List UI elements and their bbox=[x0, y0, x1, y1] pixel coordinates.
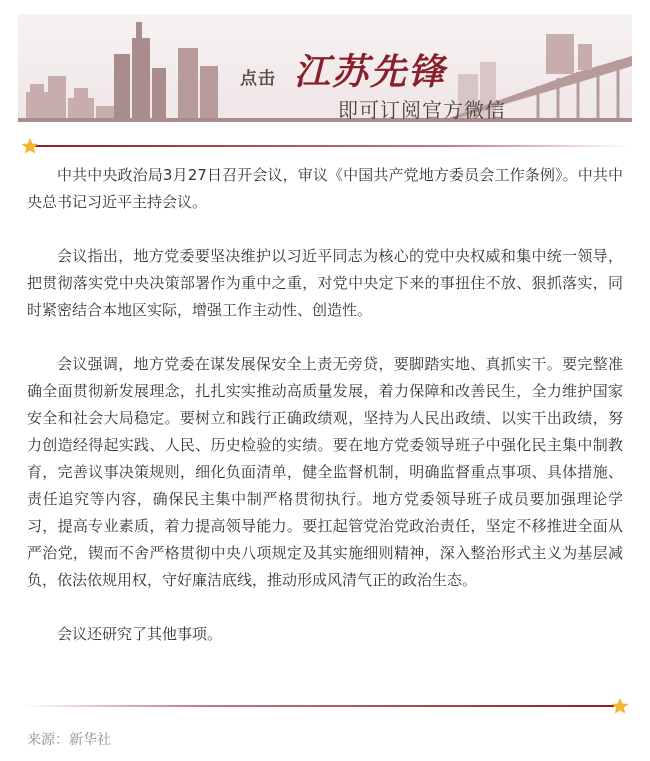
article-paragraph: 会议指出，地方党委要坚决维护以习近平同志为核心的党中央权威和集中统一领导，把贯彻落实党中央决策部署作为重中之重，对党中央定下来的事扭住不放、狠抓落实，同时紧密结合本地区实际，增强工作主动性、创造性。 bbox=[27, 247, 623, 319]
star-icon bbox=[22, 138, 39, 154]
banner-title: 江苏先锋 bbox=[294, 51, 447, 93]
article-body bbox=[27, 162, 623, 675]
banner-click-label: 点击 bbox=[240, 69, 276, 89]
header-banner[interactable] bbox=[18, 14, 632, 122]
top-divider bbox=[20, 138, 634, 154]
article-paragraph: 会议强调，地方党委在谋发展保安全上责无旁贷，要脚踏实地、真抓实干。要完整准确全面贯彻新发展理念，扎扎实实推动高质量发展，着力保障和改善民生，全力维护国家安全和社会大局稳定。要树立和践行正确政绩观，坚持为人民出政绩、以实干出政绩，努力创造经得起实践、人民、历史检验的实绩。要在地方党委领导班子中强化民主集中制教育，完善议事决策规则，细化负面清单，健全监督机制，明确监督重点事项、具体措施、责任追究等内容，确保民主集中制严格贯彻执行。地方党委领导班子成员要加强理论学习，提高专业素质，着力提高领导能力。要扛起管党治党政治责任，坚定不移推进全面从严治党，锲而不舍严格贯彻中央八项规定及其实施细则精神，深入整治形式主义为基层减负，依法依规用权，守好廉洁底线，推动形成风清气正的政治生态。 bbox=[27, 355, 623, 589]
article-paragraph: 会议还研究了其他事项。 bbox=[57, 625, 223, 643]
bottom-divider bbox=[20, 696, 634, 716]
banner-subtitle: 即可订阅官方微信 bbox=[338, 98, 506, 122]
star-icon bbox=[612, 698, 629, 714]
article-paragraph: 中共中央政治局3月27日召开会议，审议《中国共产党地方委员会工作条例》。中共中央总书记习近平主持会议。 bbox=[27, 166, 623, 211]
source-label: 来源：新华社 bbox=[27, 732, 111, 748]
